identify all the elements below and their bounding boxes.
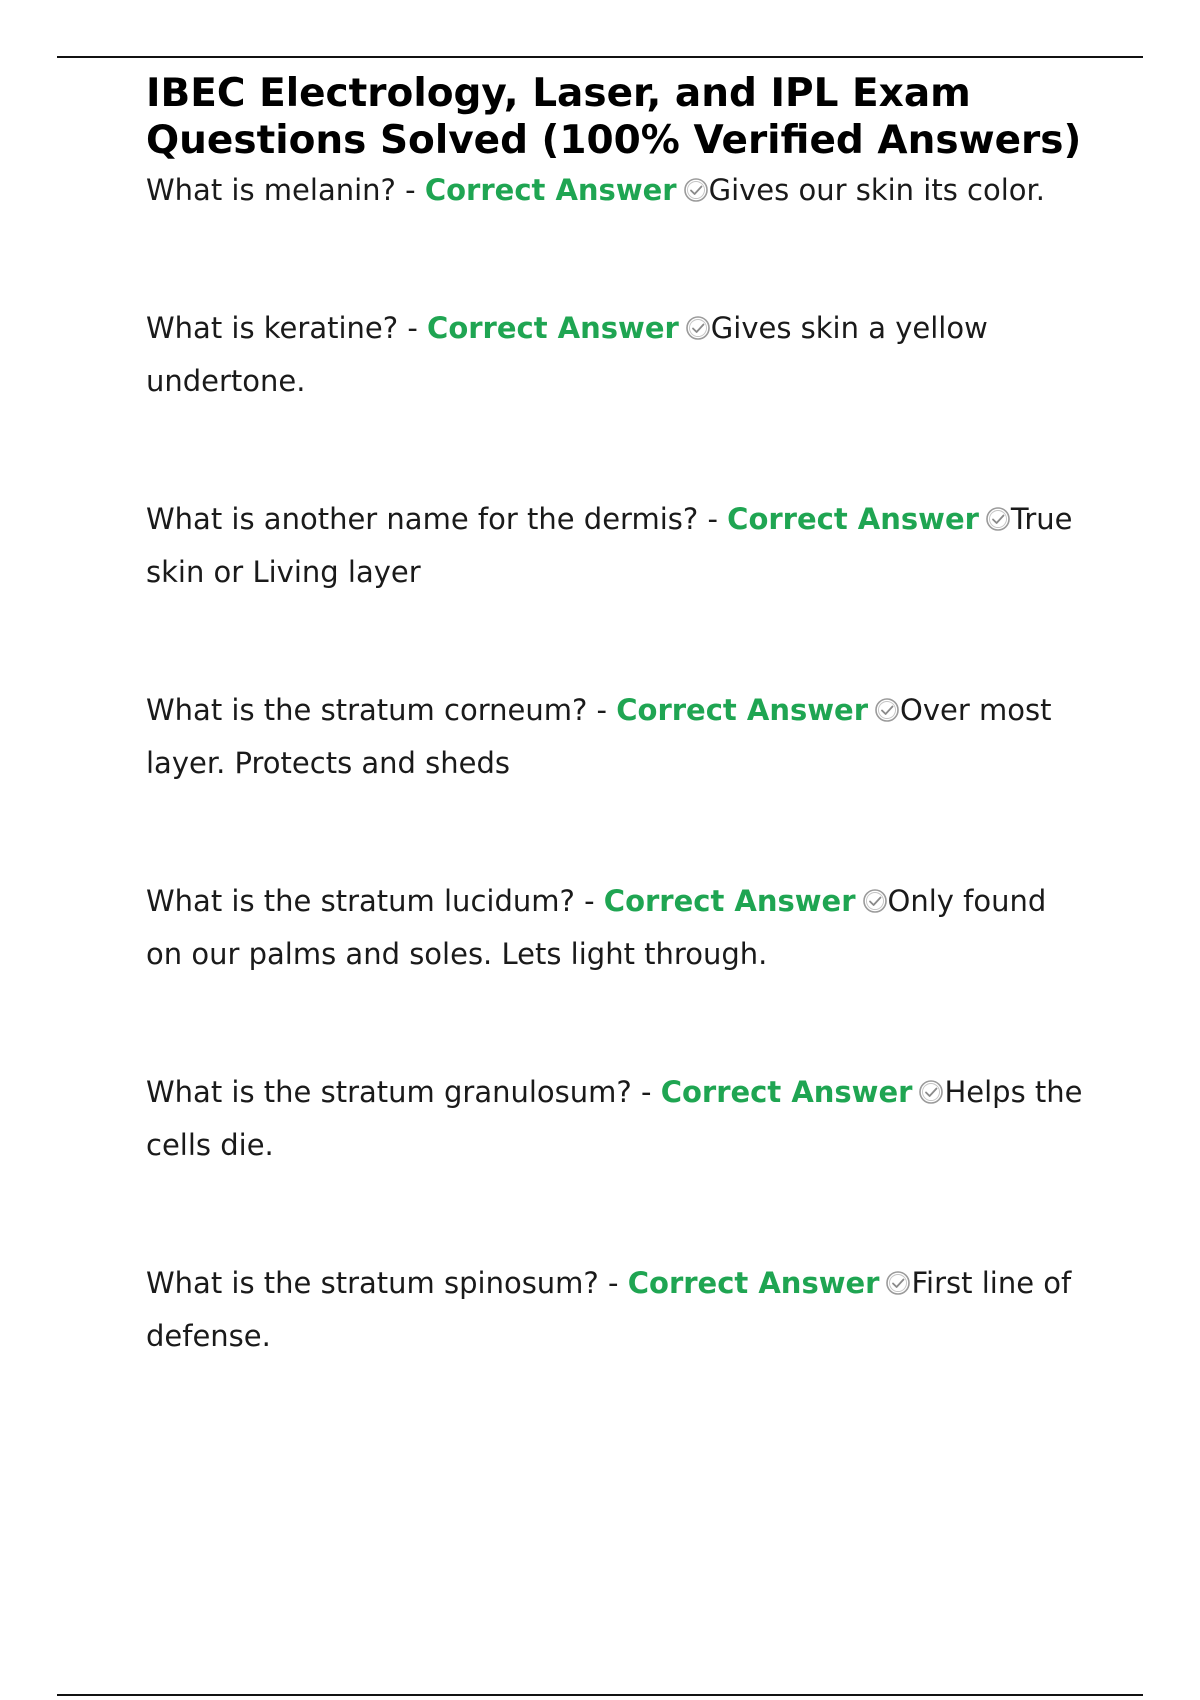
correct-answer-label: Correct Answer	[616, 693, 868, 727]
correct-answer-label: Correct Answer	[424, 173, 677, 207]
check-circle-icon	[985, 506, 1011, 532]
separator: -	[574, 884, 604, 918]
correct-answer-label: Correct Answer	[603, 884, 856, 918]
answer-text: Gives skin a yellow undertone.	[146, 311, 988, 398]
check-circle-icon	[685, 315, 711, 341]
check-circle-icon	[885, 1270, 911, 1296]
answer-text: Over most layer. Protects and sheds	[146, 693, 1052, 780]
answer-text: First line of defense.	[146, 1266, 1072, 1353]
check-circle-icon	[683, 177, 709, 203]
check-circle-icon	[862, 888, 888, 914]
answer-text: Gives our skin its color.	[708, 173, 1045, 207]
check-circle-icon	[874, 697, 900, 723]
question-text: What is melanin?	[146, 173, 396, 207]
separator: -	[395, 173, 425, 207]
bottom-rule	[57, 1694, 1143, 1696]
correct-answer-label: Correct Answer	[427, 311, 679, 345]
qa-item	[146, 164, 1086, 217]
question-text: What is the stratum corneum?	[146, 693, 588, 727]
qa-item	[146, 493, 1086, 599]
correct-answer-label: Correct Answer	[727, 502, 979, 536]
qa-item	[146, 302, 1086, 408]
qa-item	[146, 1257, 1086, 1363]
qa-list	[146, 164, 1086, 1363]
question-text: What is the stratum granulosum?	[146, 1075, 632, 1109]
top-rule	[57, 56, 1143, 58]
answer-text: Only found on our palms and soles. Lets light through.	[146, 884, 1047, 971]
answer-text: True skin or Living layer	[146, 502, 1073, 589]
separator: -	[587, 693, 617, 727]
separator: -	[398, 311, 428, 345]
question-text: What is keratine?	[146, 311, 399, 345]
qa-item	[146, 684, 1086, 790]
document-title: IBEC Electrology, Laser, and IPL Exam Questions Solved (100% Verified Answers)	[146, 71, 1082, 163]
question-text: What is the stratum spinosum?	[146, 1266, 599, 1300]
separator: -	[631, 1075, 661, 1109]
separator: -	[698, 502, 728, 536]
correct-answer-label: Correct Answer	[660, 1075, 913, 1109]
answer-text: Helps the cells die.	[146, 1075, 1083, 1162]
qa-item	[146, 875, 1086, 981]
qa-item	[146, 1066, 1086, 1172]
document-body	[146, 70, 1086, 1448]
separator: -	[598, 1266, 628, 1300]
correct-answer-label: Correct Answer	[627, 1266, 880, 1300]
check-circle-icon	[918, 1079, 944, 1105]
question-text: What is the stratum lucidum?	[146, 884, 575, 918]
question-text: What is another name for the dermis?	[146, 502, 699, 536]
